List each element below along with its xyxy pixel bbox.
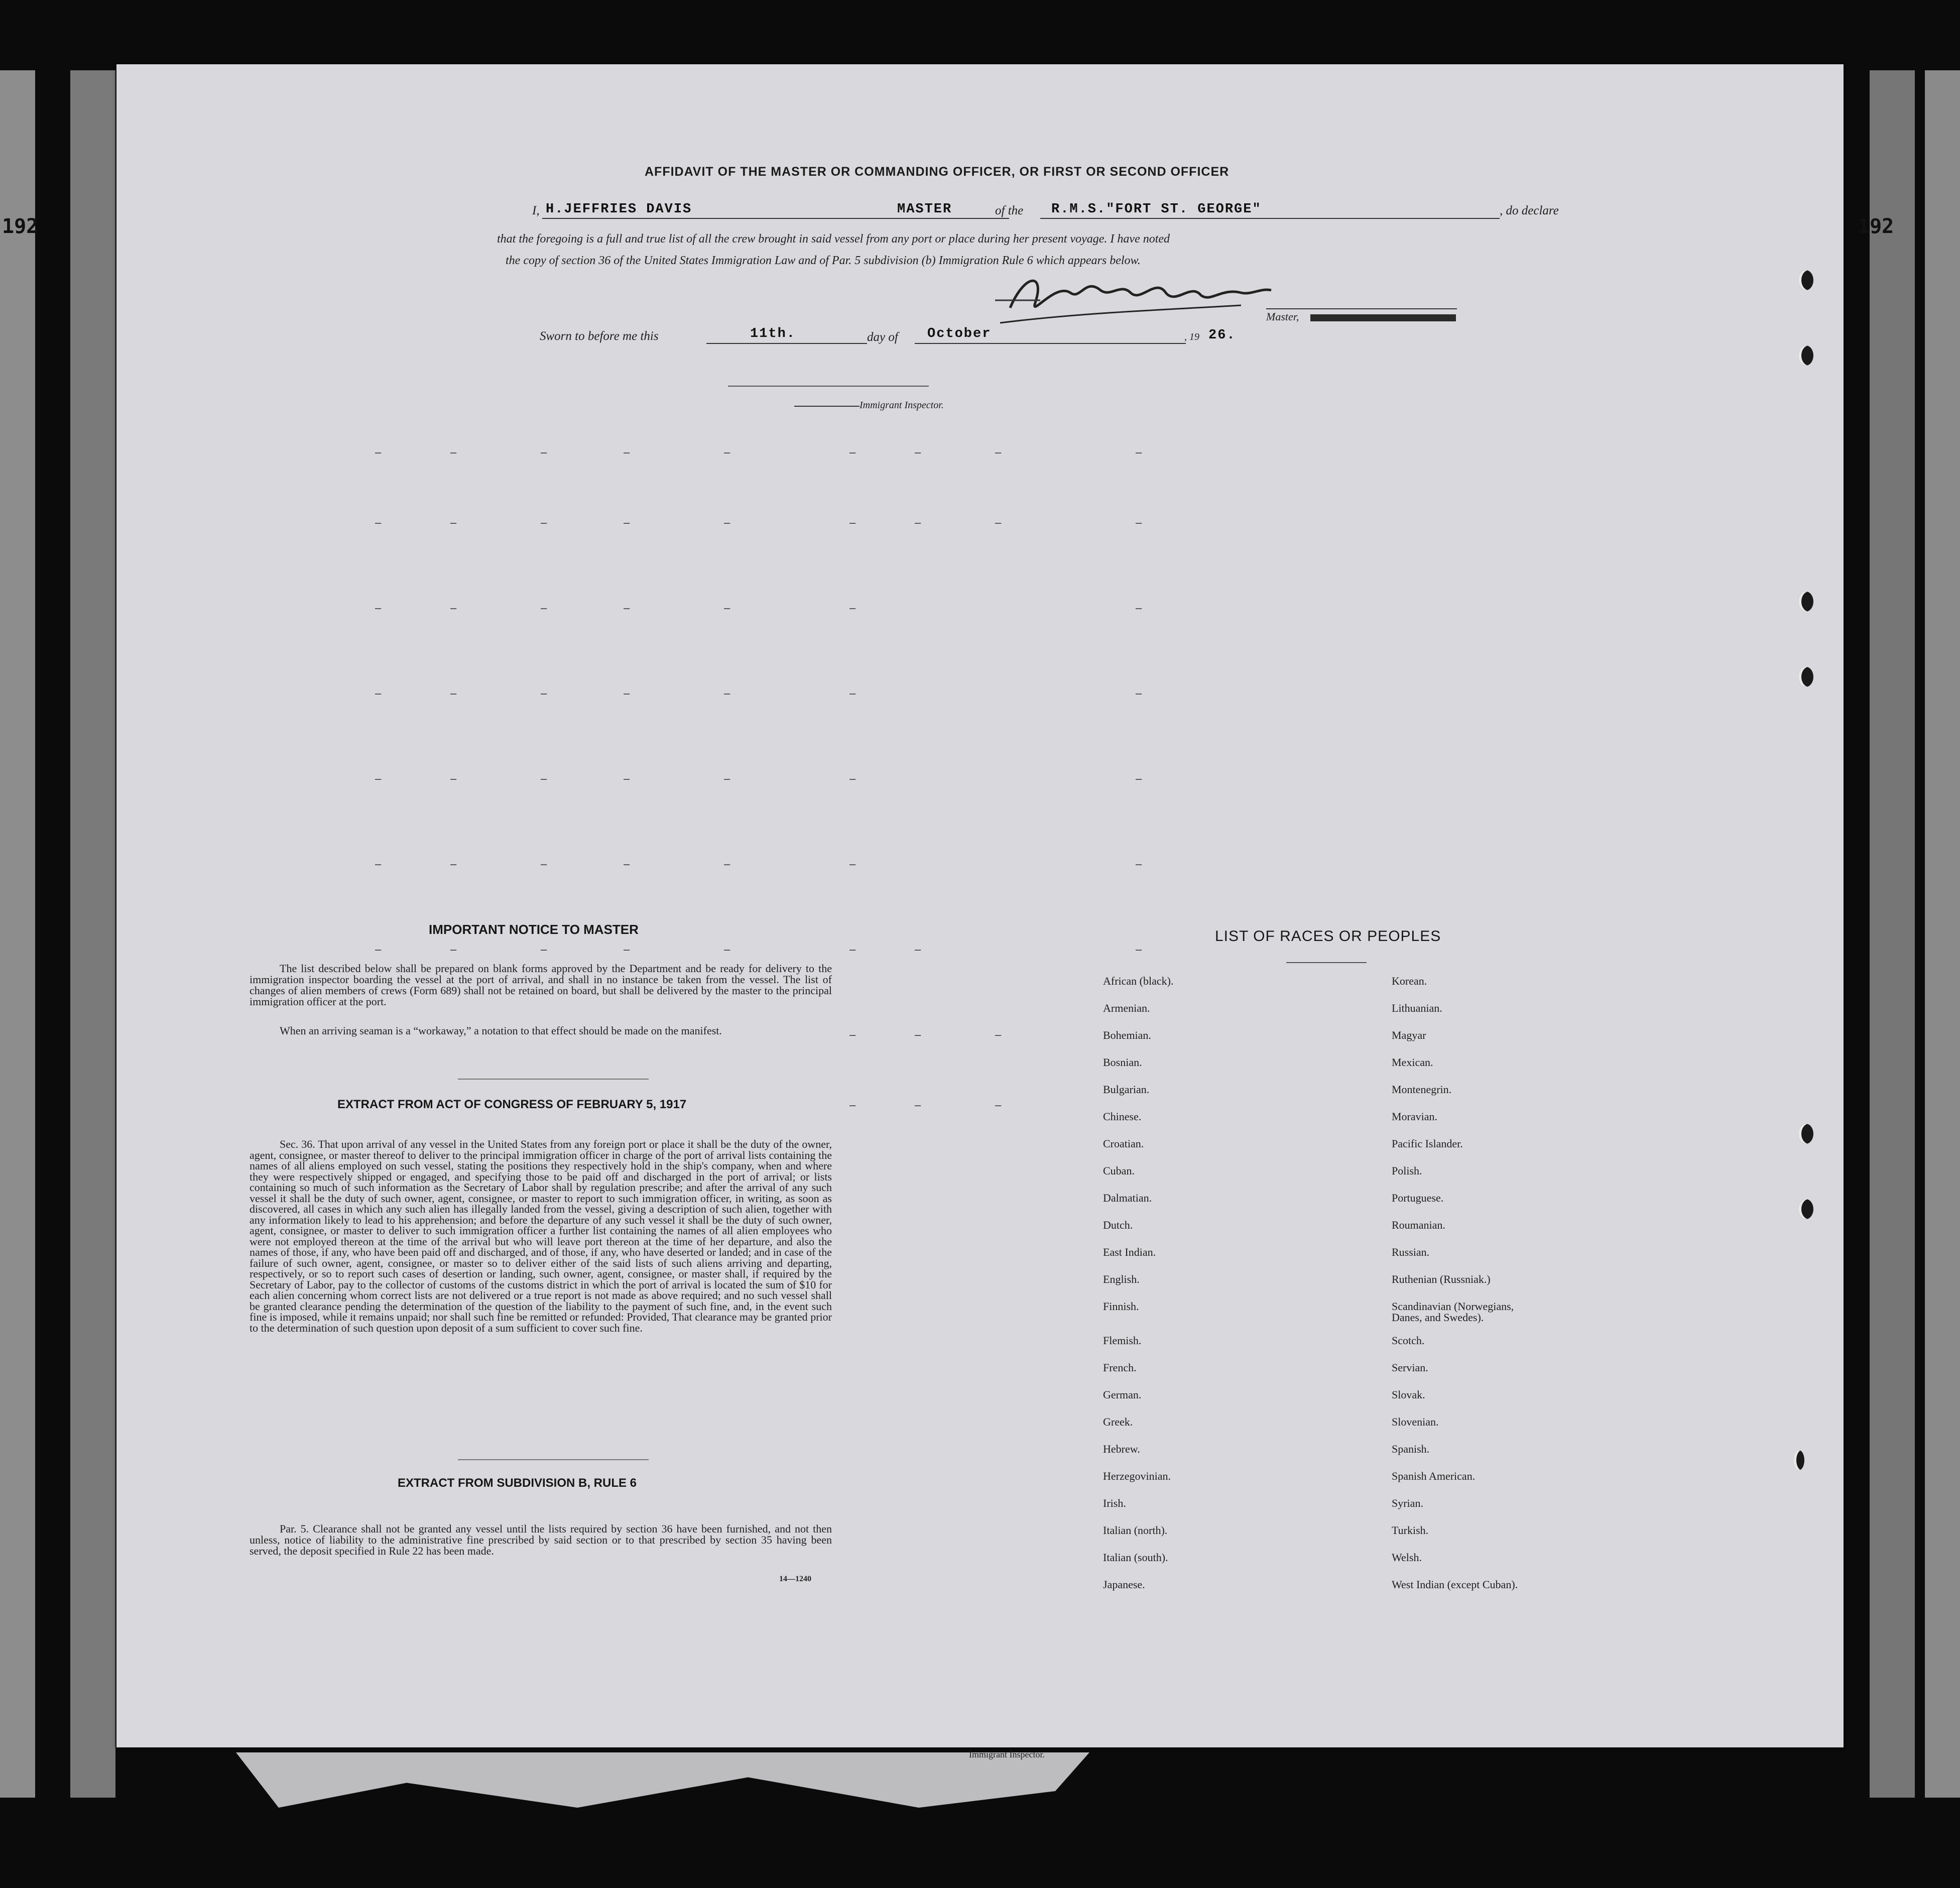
sworn-year: 26. bbox=[1208, 328, 1236, 343]
race-item-left: Bosnian. bbox=[1103, 1056, 1142, 1069]
race-item-right: Korean. bbox=[1392, 975, 1427, 987]
race-item-left: German. bbox=[1103, 1388, 1142, 1401]
vessel-name: R.M.S."FORT ST. GEORGE" bbox=[1051, 202, 1262, 217]
race-item-left: Dalmatian. bbox=[1103, 1192, 1152, 1204]
race-item-right: Spanish. bbox=[1392, 1443, 1430, 1455]
race-item-right: West Indian (except Cuban). bbox=[1392, 1578, 1518, 1591]
race-item-right: Turkish. bbox=[1392, 1524, 1429, 1537]
section-divider bbox=[458, 1079, 649, 1080]
race-item-left: African (black). bbox=[1103, 975, 1174, 987]
race-item-left: Chinese. bbox=[1103, 1110, 1142, 1123]
bottom-inspector-label: Immigrant Inspector. bbox=[969, 1749, 1045, 1759]
sworn-day: 11th. bbox=[750, 326, 796, 341]
film-edge-right-inner bbox=[1870, 70, 1915, 1798]
punch-hole-icon bbox=[1798, 592, 1813, 612]
of-the-label: of the bbox=[995, 204, 1024, 217]
race-item-right: Ruthenian (Russniak.) bbox=[1392, 1273, 1491, 1285]
race-item-left: Cuban. bbox=[1103, 1164, 1135, 1177]
film-edge-left bbox=[0, 70, 35, 1798]
race-item-left: English. bbox=[1103, 1273, 1140, 1285]
race-item-right: Syrian. bbox=[1392, 1497, 1423, 1509]
document-page: AFFIDAVIT OF THE MASTER OR COMMANDING OFFICER, OR FIRST OR SECOND OFFICER I, H.JEFFRIES DAVIS MASTER of the R.M.S."FORT ST. GEORGE" , do declare that the foregoing is a full and true list of all the crew brought in said vessel from any port or place during her present voyage. I have noted the copy of section 36 of the United States Immigration Law and of Par. 5 subdivision (b) Immigration Rule 6 which appears below. Master, Sworn to before me this 11th. day of October , 19 26. Immigrant Inspector. – – – – – – – – – – – – – – – – – – – – – – – – – – – – – – – – – – – – – – – – – – – – – – – – – – – – – – – – – – – – IMPORTANT NOTICE TO MASTER The list described below shall be prepared on blank forms approved by the Department and be ready for delivery to the immigration inspector boarding the vessel at the port of arrival, and shall in no instance be taken from the vessel. The list of changes of alien members of crews (Form 689) shall not be retained on board, but shall be delivered by the master to the principal immigration officer at the port. When an arriving seaman is a “workaway,” a notation to that effect should be made on the manifest. EXTRACT FROM ACT OF CONGRESS OF FEBRUARY 5, 1917 Sec. 36. That upon arrival of any vessel in the United States from any foreign port or place it shall be the duty of the owner, agent, consignee, or master thereof to deliver to the principal immigration officer in charge of the port of arrival lists containing the names of all aliens employed on such vessel, stating the positions they respectively hold in the ship's company, when and where they were respectively shipped or engaged, and specifying those to be paid off and discharged in the port of arrival; or lists containing so much of such information as the Secretary of Labor shall by regulation prescribe; and after the arrival of any such vessel it shall be the duty of such owner, agent, consignee, or master to report to such immigration officer, in writing, as soon as discovered, all cases in which any such alien has illegally landed from the vessel, giving a description of such alien, together with any information likely to lead to his apprehension; and before the departure of any such vessel it shall be the duty of such owner, agent, consignee, or master to deliver to such immigration officer a further list containing the names of all alien employees who were not employed thereon at the time of the arrival but who will leave port thereon at the time of her departure, and also the names of those, if any, who have been paid off and discharged, and of those, if any, who have deserted or landed; and in case of the failure of such owner, agent, consignee, or master so to deliver either of the said lists of such aliens arriving and departing, respectively, or so to report such cases of desertion or landing, such owner, agent, consignee, or master shall, if required by the Secretary of Labor, pay to the collector of customs of the customs district in which the port of arrival is located the sum of $10 for each alien concerning whom correct lists are not delivered or a true report is not made as above required; and no such vessel shall be granted clearance pending the determination of the question of the liability to the payment of such fine, and, in the event such fine is imposed, while it remains unpaid; nor shall such fine be remitted or refunded: Provided, That clearance may be granted prior to the determination of such question upon deposit of a sum sufficient to cover such fine. EXTRACT FROM SUBDIVISION B, RULE 6 Par. 5. Clearance shall not be granted any vessel until the lists required by section 36 have been furnished, and not then unless, notice of liability to the administrative fine prescribed by said section or to that prescribed by section 35 having been served, the deposit specified in Rule 22 has been made. 14—1240 LIST OF RACES OR PEOPLES African (black). Armenian. Bohemian. Bosnian. Bulgarian. Chinese. Croatian. Cuban. Dalmatian. Dutch. East Indian. English. Finnish. Flemish. French. German. Greek. Hebrew. Herzegovinian. Irish. Italian (north). Italian (south). Japanese. Korean. Lithuanian. Magyar Mexican. Montenegrin. Moravian. Pacific Islander. Polish. Portuguese. Roumanian. Russian. Ruthenian (Russniak.) Scandinavian (Norwegians, Danes, and Swedes). Scotch. Servian. Slovak. Slovenian. Spanish. Spanish American. Syrian. Turkish. Welsh. West Indian (except Cuban). bbox=[116, 64, 1844, 1747]
film-edge-right bbox=[1925, 70, 1960, 1798]
extract-act-title: EXTRACT FROM ACT OF CONGRESS OF FEBRUARY 5, 1917 bbox=[337, 1098, 687, 1111]
notice-paragraph-1: The list described below shall be prepared on blank forms approved by the Department and be ready for delivery to the immigration inspector boarding the vessel at the port of arrival, and shall in no instance be taken from the vessel. The list of changes of alien members of crews (Form 689) shall not be retained on board, but shall be delivered by the master to the principal immigration officer at the port. bbox=[250, 962, 832, 1008]
race-item-left: Finnish. bbox=[1103, 1300, 1139, 1313]
punch-hole-icon bbox=[1798, 667, 1813, 687]
punch-hole-icon bbox=[1798, 1124, 1813, 1144]
race-item-left: Dutch. bbox=[1103, 1219, 1133, 1231]
notice-paragraph-2: When an arriving seaman is a “workaway,” a notation to that effect should be made on the manifest. bbox=[280, 1024, 722, 1037]
race-item-right: Mexican. bbox=[1392, 1056, 1433, 1069]
races-title: LIST OF RACES OR PEOPLES bbox=[1215, 928, 1441, 945]
year-prefix: , 19 bbox=[1184, 331, 1199, 342]
inspector-label: Immigrant Inspector. bbox=[860, 400, 944, 411]
race-item-left: Greek. bbox=[1103, 1415, 1133, 1428]
race-item-left: Japanese. bbox=[1103, 1578, 1145, 1591]
form-number: 14—1240 bbox=[779, 1575, 811, 1583]
race-item-left: Bulgarian. bbox=[1103, 1083, 1150, 1096]
race-item-left: Bohemian. bbox=[1103, 1029, 1151, 1041]
race-item-right: Roumanian. bbox=[1392, 1219, 1445, 1231]
torn-bottom-tab bbox=[236, 1752, 1089, 1808]
race-item-right: Lithuanian. bbox=[1392, 1002, 1442, 1014]
i-prefix: I, bbox=[532, 204, 540, 217]
race-item-left: Italian (north). bbox=[1103, 1524, 1168, 1537]
extract-rule-title: EXTRACT FROM SUBDIVISION B, RULE 6 bbox=[398, 1476, 637, 1490]
race-item-left: Herzegovinian. bbox=[1103, 1470, 1171, 1482]
extract-act-text: Sec. 36. That upon arrival of any vessel in the United States from any foreign port or place it shall be the duty of the owner, agent, consignee, or master thereof to deliver to the principal immigration officer in charge of the port of arrival lists containing the names of all aliens employed on such vessel, stating the positions they respectively hold in the ship's company, when and where they were respectively shipped or engaged, and specifying those to be paid off and discharged in the port of arrival; or lists containing so much of such information as the Secretary of Labor shall by regulation prescribe; and after the arrival of any such vessel it shall be the duty of such owner, agent, consignee, or master to report to such immigration officer, in writing, as soon as discovered, all cases in which any such alien has illegally landed from the vessel, giving a description of such alien, together with any information likely to lead to his apprehension; and before the departure of any such vessel it shall be the duty of such owner, agent, consignee, or master to deliver to such immigration officer a further list containing the names of all alien employees who were not employed thereon at the time of the arrival but who will leave port thereon at the time of her departure, and also the names of those, if any, who have been paid off and discharged, and of those, if any, who have deserted or landed; and in case of the failure of such owner, agent, consignee, or master so to deliver either of the said lists of such aliens arriving and departing, respectively, or so to report such cases of desertion or landing, such owner, agent, consignee, or master shall, if required by the Secretary of Labor, pay to the collector of customs of the customs district in which the port of arrival is located the sum of $10 for each alien concerning whom correct lists are not delivered or a true report is not made as above required; and no such vessel shall be granted clearance pending the determination of the question of the liability to the payment of such fine, and, in the event such fine is imposed, while it remains unpaid; nor shall such fine be remitted or refunded: Provided, That clearance may be granted prior to the determination of such question upon deposit of a sum sufficient to cover such fine. bbox=[250, 1138, 832, 1334]
declaration-line-2: the copy of section 36 of the United States Immigration Law and of Par. 5 subdivision (b) Immigration Rule 6 which appears below. bbox=[506, 254, 1141, 267]
race-item-right: Portuguese. bbox=[1392, 1192, 1444, 1204]
day-underline bbox=[706, 343, 867, 344]
do-declare-label: , do declare bbox=[1500, 204, 1559, 217]
inspector-signature-line bbox=[728, 386, 929, 387]
sworn-prefix: Sworn to before me this bbox=[540, 329, 659, 343]
edge-label-right: 192 bbox=[1858, 215, 1894, 238]
officer-rank: MASTER bbox=[897, 202, 952, 217]
struck-out-text bbox=[1310, 314, 1456, 321]
race-item-right: Spanish American. bbox=[1392, 1470, 1476, 1482]
master-signature bbox=[980, 263, 1281, 333]
race-item-right: Montenegrin. bbox=[1392, 1083, 1452, 1096]
race-item-right: Slovak. bbox=[1392, 1388, 1425, 1401]
month-underline bbox=[915, 343, 1186, 344]
race-item-right: Scandinavian (Norwegians, Danes, and Swedes). bbox=[1392, 1300, 1514, 1324]
race-item-left: Croatian. bbox=[1103, 1137, 1144, 1150]
signature-underline bbox=[1266, 308, 1457, 309]
race-item-left: French. bbox=[1103, 1361, 1137, 1374]
race-item-right: Pacific Islander. bbox=[1392, 1137, 1463, 1150]
punch-hole-icon bbox=[1798, 345, 1813, 366]
race-item-right: Russian. bbox=[1392, 1246, 1430, 1258]
section-divider bbox=[458, 1459, 649, 1460]
edge-label-left: 192 bbox=[2, 215, 39, 238]
film-edge-left-inner bbox=[70, 70, 115, 1798]
race-item-left: Flemish. bbox=[1103, 1334, 1142, 1347]
punch-hole-icon bbox=[1793, 1450, 1804, 1470]
name-underline bbox=[542, 218, 1009, 219]
punch-hole-icon bbox=[1798, 270, 1813, 290]
declaration-line-1: that the foregoing is a full and true list of all the crew brought in said vessel from any port or place during her present voyage. I have noted bbox=[497, 232, 1170, 246]
extract-rule-text: Par. 5. Clearance shall not be granted any vessel until the lists required by section 36 have been furnished, and not then unless, notice of liability to the administrative fine prescribed by said section or to that prescribed by section 35 having been served, the deposit specified in Rule 22 has been made. bbox=[250, 1522, 832, 1557]
notice-title: IMPORTANT NOTICE TO MASTER bbox=[429, 922, 639, 937]
punch-hole-icon bbox=[1798, 1199, 1813, 1219]
race-item-right: Slovenian. bbox=[1392, 1415, 1439, 1428]
affidavit-title: AFFIDAVIT OF THE MASTER OR COMMANDING OFFICER, OR FIRST OR SECOND OFFICER bbox=[645, 165, 1230, 179]
race-item-left: East Indian. bbox=[1103, 1246, 1156, 1258]
inspector-underline bbox=[794, 406, 860, 407]
officer-name: H.JEFFRIES DAVIS bbox=[546, 202, 692, 217]
race-item-left: Italian (south). bbox=[1103, 1551, 1168, 1564]
day-of-label: day of bbox=[867, 330, 898, 344]
race-item-left: Irish. bbox=[1103, 1497, 1126, 1509]
races-title-rule bbox=[1286, 962, 1367, 963]
master-label: Master, bbox=[1266, 310, 1299, 323]
race-item-right: Polish. bbox=[1392, 1164, 1422, 1177]
race-item-right: Scotch. bbox=[1392, 1334, 1425, 1347]
race-item-right: Servian. bbox=[1392, 1361, 1428, 1374]
race-item-right: Moravian. bbox=[1392, 1110, 1438, 1123]
race-item-left: Hebrew. bbox=[1103, 1443, 1140, 1455]
sworn-month: October bbox=[927, 326, 992, 341]
race-item-right: Magyar bbox=[1392, 1029, 1426, 1041]
vessel-underline bbox=[1040, 218, 1500, 219]
race-item-right: Welsh. bbox=[1392, 1551, 1422, 1564]
race-item-left: Armenian. bbox=[1103, 1002, 1150, 1014]
